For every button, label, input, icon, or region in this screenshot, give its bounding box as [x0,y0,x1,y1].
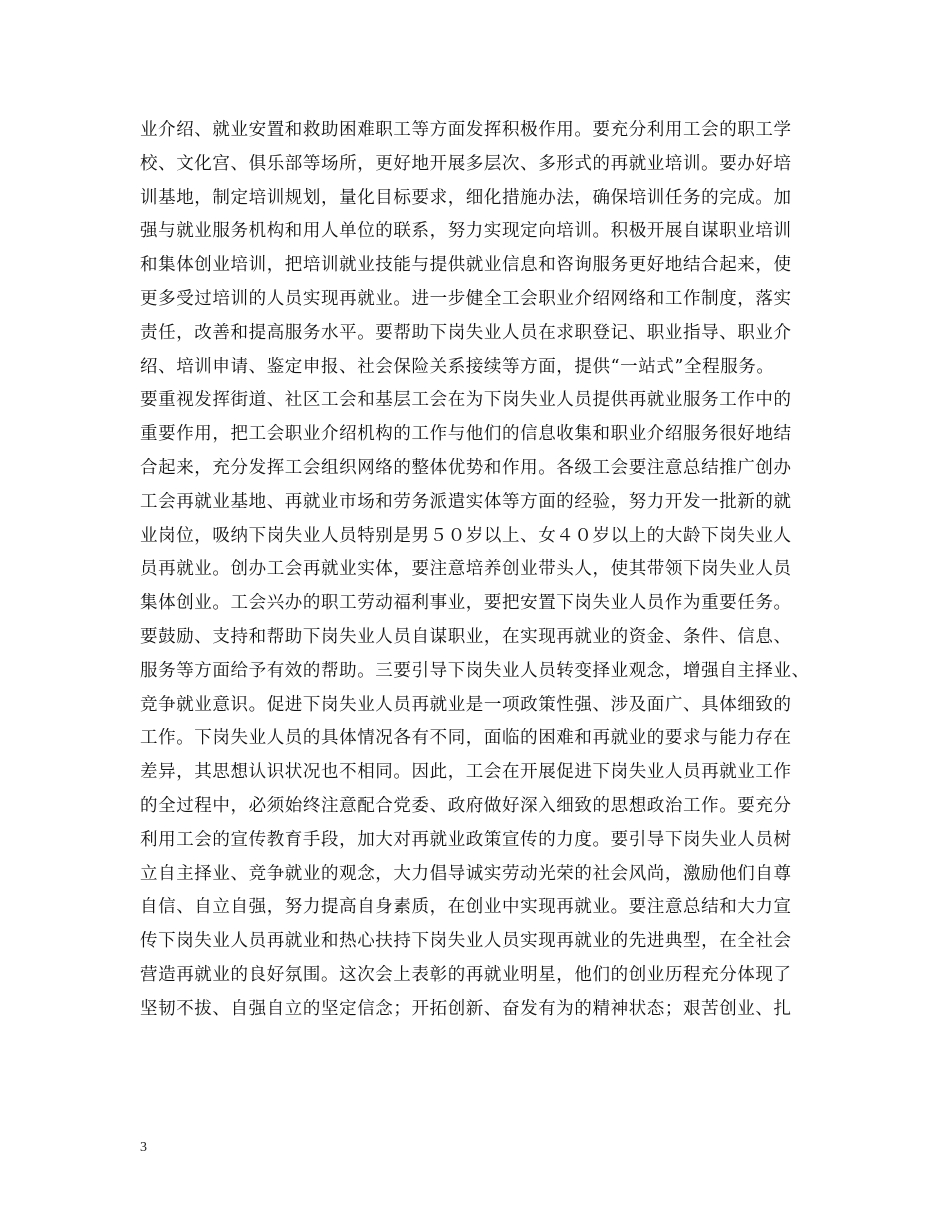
text-line: 服务等方面给予有效的帮助。三要引导下岗失业人员转变择业观念，增强自主择业、 [140,660,810,681]
text-line: 和集体创业培训，把培训就业技能与提供就业信息和咨询服务更好地结合起来，使 [140,255,792,276]
text-line: 强与就业服务机构和用人单位的联系，努力实现定向培训。积极开展自谋职业培训 [140,221,792,242]
text-line: 坚韧不拔、自强自立的坚定信念；开拓创新、奋发有为的精神状态；艰苦创业、扎 [140,998,792,1019]
text-line: 差异，其思想认识状况也不相同。因此，工会在开展促进下岗失业人员再就业工作 [140,762,792,783]
text-line: 合起来，充分发挥工会组织网络的整体优势和作用。各级工会要注意总结推广创办 [140,457,792,478]
text-line: 利用工会的宣传教育手段，加大对再就业政策宣传的力度。要引导下岗失业人员树 [140,829,792,850]
text-line: 竞争就业意识。促进下岗失业人员再就业是一项政策性强、涉及面广、具体细致的 [140,694,792,715]
text-line: 更多受过培训的人员实现再就业。进一步健全工会职业介绍网络和工作制度，落实 [140,288,792,309]
text-line: 业介绍、就业安置和救助困难职工等方面发挥积极作用。要充分利用工会的职工学 [140,120,792,140]
text-line: 立自主择业、竞争就业的观念，大力倡导诚实劳动光荣的社会风尚，激励他们自尊 [140,863,792,884]
body-text [140,114,830,1027]
text-line: 要鼓励、支持和帮助下岗失业人员自谋职业，在实现再就业的资金、条件、信息、 [140,626,792,647]
text-line: 要重视发挥街道、社区工会和基层工会在为下岗失业人员提供再就业服务工作中的 [140,390,792,411]
text-line: 集体创业。工会兴办的职工劳动福利事业，要把安置下岗失业人员作为重要任务。 [140,593,792,614]
text-line: 责任，改善和提高服务水平。要帮助下岗失业人员在求职登记、职业指导、职业介 [140,322,792,343]
text-line: 业岗位，吸纳下岗失业人员特别是男５０岁以上、女４０岁以上的大龄下岗失业人 [140,525,792,546]
text-line: 绍、培训申请、鉴定申报、社会保险关系接续等方面，提供“一站式”全程服务。 [140,356,775,377]
text-line: 传下岗失业人员再就业和热心扶持下岗失业人员实现再就业的先进典型，在全社会 [140,931,792,952]
text-line: 校、文化宫、俱乐部等场所，更好地开展多层次、多形式的再就业培训。要办好培 [140,153,792,174]
text-line: 自信、自立自强，努力提高自身素质，在创业中实现再就业。要注意总结和大力宣 [140,897,792,918]
page-number: 3 [140,1140,147,1155]
text-line: 的全过程中，必须始终注意配合党委、政府做好深入细致的思想政治工作。要充分 [140,795,792,816]
text-line: 工会再就业基地、再就业市场和劳务派遣实体等方面的经验，努力开发一批新的就 [140,491,792,512]
text-line: 重要作用，把工会职业介绍机构的工作与他们的信息收集和职业介绍服务很好地结 [140,424,792,445]
text-line: 营造再就业的良好氛围。这次会上表彰的再就业明星，他们的创业历程充分体现了 [140,964,792,985]
text-line: 工作。下岗失业人员的具体情况各有不同，面临的困难和再就业的要求与能力存在 [140,728,792,749]
text-line: 训基地，制定培训规划，量化目标要求，细化措施办法，确保培训任务的完成。加 [140,187,792,208]
text-line: 员再就业。创办工会再就业实体，要注意培养创业带头人，使其带领下岗失业人员 [140,559,792,580]
